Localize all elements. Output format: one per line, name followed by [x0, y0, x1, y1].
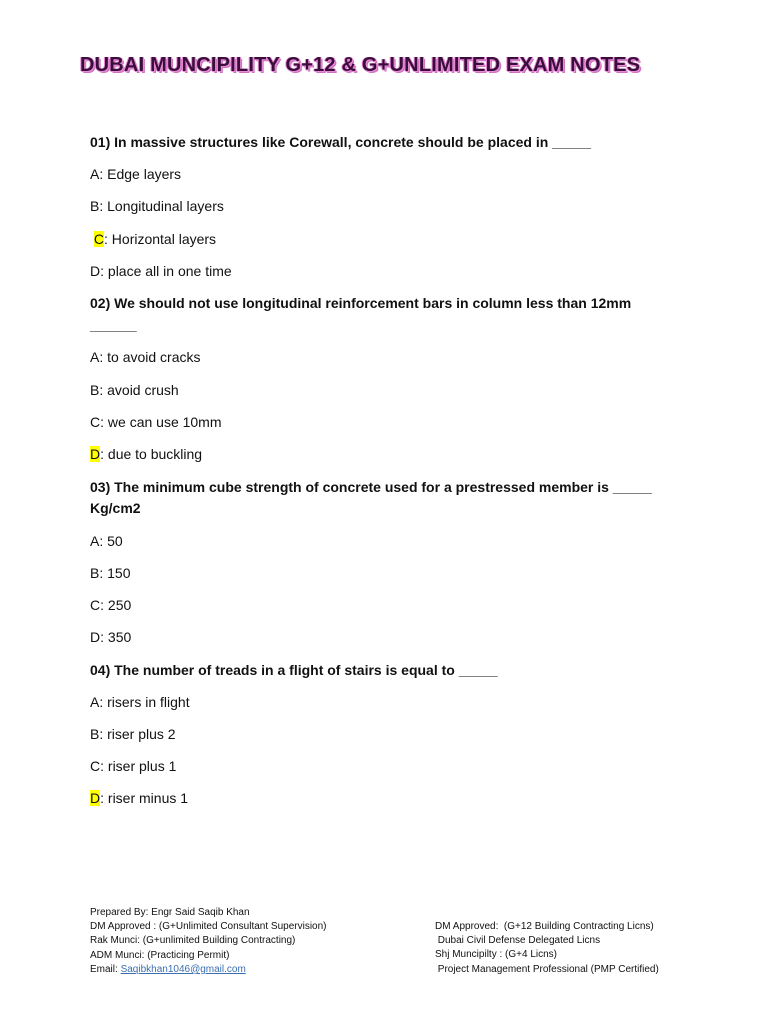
option-text: : 250: [100, 597, 132, 613]
q4-option-a: [90, 694, 190, 710]
q3-option-b: [90, 565, 130, 581]
footer-civil-defense: Dubai Civil Defense Delegated Licns: [435, 935, 601, 947]
footer-email-line: [90, 963, 327, 977]
q3-option-c: [90, 597, 131, 613]
q3-option-d: [90, 629, 131, 645]
option-text: : riser plus 1: [100, 758, 177, 774]
option-text: : 150: [99, 565, 131, 581]
question-2-line-2: ______: [90, 317, 137, 333]
option-letter: C: [90, 597, 101, 613]
q2-option-b: [90, 382, 179, 398]
option-letter: A: [90, 533, 100, 549]
footer-credentials-left: [90, 906, 327, 977]
q4-option-d: [90, 790, 188, 806]
option-text: : 50: [99, 533, 123, 549]
q1-option-c: [90, 231, 216, 247]
option-text: : Edge layers: [99, 166, 182, 182]
q2-option-a: [90, 349, 201, 365]
q1-option-d: [90, 263, 232, 279]
option-text: : Longitudinal layers: [99, 198, 224, 214]
option-letter: A: [90, 166, 100, 182]
option-letter: C: [90, 414, 101, 430]
option-text: : place all in one time: [100, 263, 232, 279]
question-4: 04) The number of treads in a flight of stairs is equal to _____: [90, 662, 498, 678]
option-letter: B: [90, 726, 100, 742]
option-text: : riser minus 1: [100, 790, 189, 806]
answer-highlight: C: [93, 231, 105, 247]
question-1: 01) In massive structures like Corewall, concrete should be placed in _____: [90, 134, 592, 150]
question-3-line-1: 03) The minimum cube strength of concrete used for a prestressed member is _____: [90, 479, 652, 495]
footer-pmp: Project Management Professional (PMP Certified): [435, 963, 659, 975]
question-2-line-1: 02) We should not use longitudinal reinforcement bars in column less than 12mm: [90, 295, 632, 311]
answer-highlight: D: [90, 446, 101, 462]
option-letter: B: [90, 565, 100, 581]
q1-option-a: [90, 166, 181, 182]
option-letter: A: [90, 349, 100, 365]
question-3-line-2: Kg/cm2: [90, 500, 141, 516]
q1-option-b: [90, 198, 224, 214]
option-text: : due to buckling: [100, 446, 203, 462]
option-text: : avoid crush: [99, 382, 179, 398]
document-title: DUBAI MUNCIPILITY G+12 & G+UNLIMITED EXAM NOTES: [80, 54, 641, 76]
answer-highlight: D: [90, 790, 101, 806]
email-link[interactable]: Saqibkhan1046@gmail.com: [120, 963, 246, 975]
option-text: : riser plus 2: [99, 726, 176, 742]
footer-prepared-by: Prepared By: Engr Said Saqib Khan: [90, 907, 250, 918]
option-letter: D: [90, 629, 101, 645]
q3-option-a: [90, 533, 123, 549]
option-letter: B: [90, 198, 100, 214]
option-text: : we can use 10mm: [100, 414, 222, 430]
footer-shj-muncipilty: Shj Muncipilty : (G+4 Licns): [435, 949, 557, 961]
option-text: : Horizontal layers: [104, 231, 217, 247]
option-letter: A: [90, 694, 100, 710]
q2-option-c: [90, 414, 222, 430]
option-text: : 350: [100, 629, 132, 645]
option-text: : risers in flight: [99, 694, 190, 710]
option-text: : to avoid cracks: [99, 349, 201, 365]
footer-dm-approved: DM Approved : (G+Unlimited Consultant Supervision): [90, 921, 327, 933]
q4-option-c: [90, 758, 176, 774]
option-letter: B: [90, 382, 100, 398]
option-letter: C: [90, 758, 101, 774]
q2-option-d: [90, 446, 202, 462]
footer-credentials-right: [435, 920, 659, 977]
footer-adm-munci: ADM Munci: (Practicing Permit): [90, 949, 230, 961]
footer-rak-munci: Rak Munci: (G+unlimited Building Contracting): [90, 935, 296, 947]
option-letter: D: [90, 263, 101, 279]
email-label: Email:: [90, 963, 121, 975]
q4-option-b: [90, 726, 176, 742]
footer-dm-approved-g12: DM Approved: (G+12 Building Contracting Licns): [435, 921, 654, 932]
